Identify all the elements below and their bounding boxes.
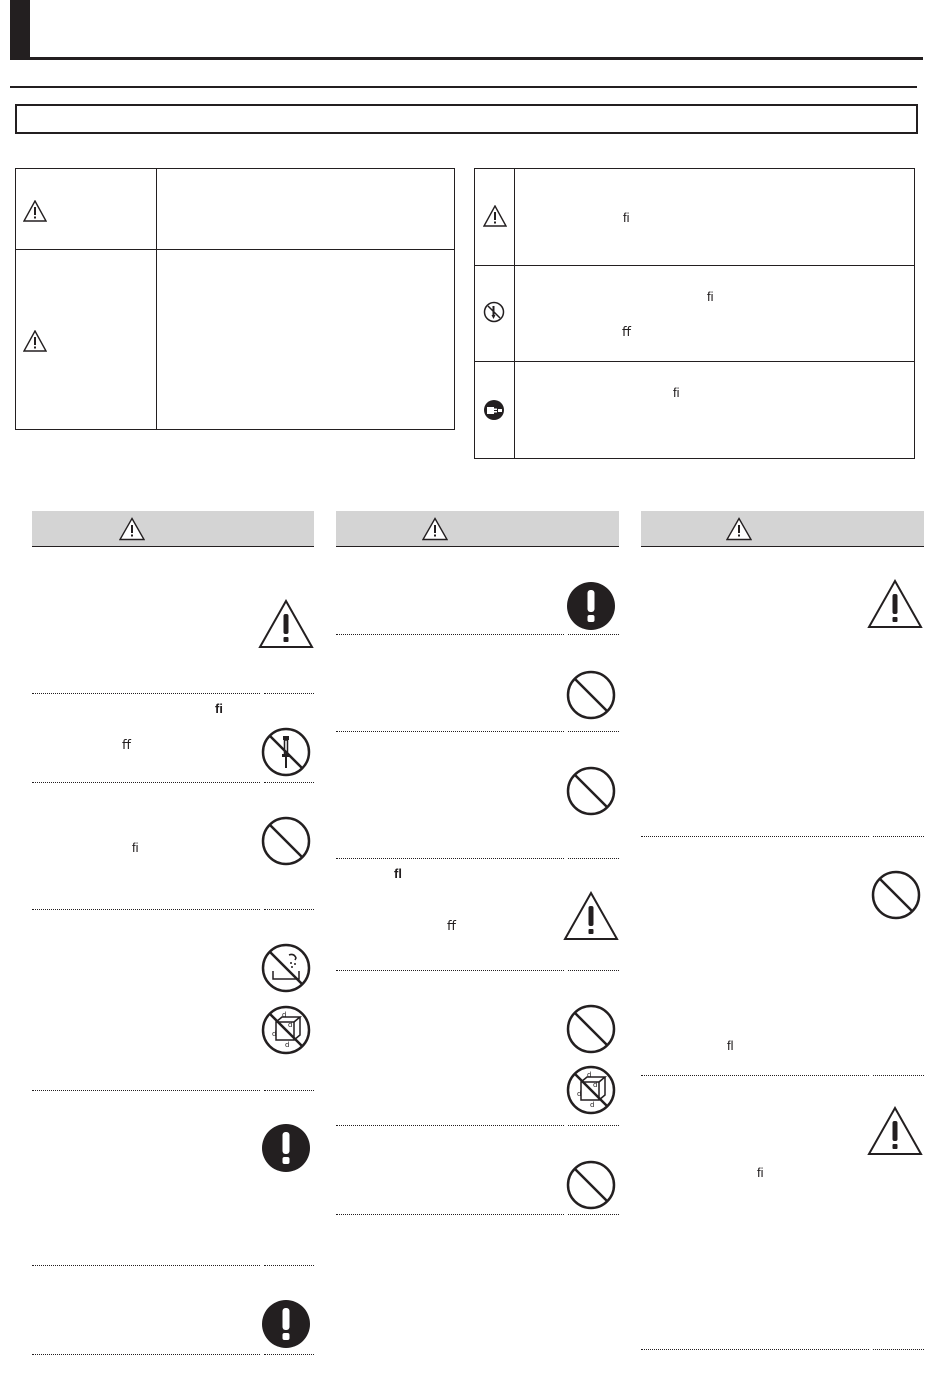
ligature-fi: ﬁ	[757, 1165, 764, 1180]
legend-table-left	[15, 168, 455, 430]
ligature-fl: ﬂ	[394, 866, 402, 881]
item-separator	[873, 1349, 924, 1350]
caution-icon	[867, 1106, 923, 1156]
legend-table-right	[474, 168, 915, 459]
section-tab	[10, 0, 30, 57]
legend-divider	[15, 249, 455, 250]
prohibited-icon	[566, 1004, 616, 1054]
legend-divider	[514, 168, 515, 459]
item-separator	[32, 1265, 260, 1266]
ligature-fi: ﬁ	[215, 701, 223, 716]
item-separator	[32, 782, 260, 783]
svg-text:d: d	[272, 1030, 277, 1038]
warning-triangle-icon	[23, 330, 47, 352]
svg-text:d: d	[288, 1021, 293, 1029]
svg-text:d: d	[285, 1041, 290, 1049]
warning-triangle-icon	[23, 200, 47, 222]
ligature-fi: ﬁ	[623, 210, 630, 225]
item-separator	[264, 1265, 314, 1266]
ligature-fi: ﬁ	[673, 385, 680, 400]
item-separator	[32, 1090, 260, 1091]
warning-triangle-icon	[119, 517, 145, 541]
column-header	[336, 511, 619, 547]
item-separator	[568, 858, 619, 859]
caution-icon	[563, 891, 619, 941]
warning-triangle-icon	[483, 205, 507, 227]
svg-text:d: d	[593, 1081, 598, 1089]
ligature-ff: ﬀ	[122, 737, 131, 752]
ligature-fl: ﬂ	[727, 1038, 734, 1053]
item-separator	[32, 909, 260, 910]
mandatory-icon	[566, 581, 616, 631]
item-separator	[32, 693, 260, 694]
column-header	[32, 511, 314, 547]
warning-triangle-icon	[422, 517, 448, 541]
item-separator	[264, 909, 314, 910]
item-separator	[873, 1075, 924, 1076]
item-separator	[873, 836, 924, 837]
column-header	[641, 511, 924, 547]
unplug-icon	[483, 399, 505, 421]
no-wet-icon	[566, 1065, 616, 1115]
header-rule	[10, 57, 923, 60]
prohibited-icon	[261, 816, 311, 866]
item-separator	[568, 1214, 619, 1215]
item-separator	[568, 731, 619, 732]
item-separator	[32, 1354, 260, 1355]
item-separator	[336, 1214, 564, 1215]
caution-icon	[258, 599, 314, 649]
svg-text:d: d	[577, 1090, 582, 1098]
item-separator	[264, 693, 314, 694]
item-separator	[568, 970, 619, 971]
no-water-icon	[261, 943, 311, 993]
item-separator	[336, 1125, 564, 1126]
svg-text:d: d	[587, 1071, 592, 1079]
ligature-fi: ﬁ	[707, 289, 714, 304]
mandatory-icon	[261, 1299, 311, 1349]
ligature-ff: ﬀ	[447, 918, 456, 933]
ligature-ff: ﬀ	[622, 324, 631, 339]
warning-triangle-icon	[726, 517, 752, 541]
svg-text:d: d	[282, 1011, 287, 1019]
svg-text:d: d	[590, 1101, 595, 1109]
legend-divider	[474, 361, 915, 362]
item-separator	[336, 731, 564, 732]
item-separator	[336, 634, 564, 635]
ligature-fi: ﬁ	[132, 840, 139, 855]
caution-icon	[867, 579, 923, 629]
legend-divider	[156, 168, 157, 430]
item-separator	[336, 858, 564, 859]
item-separator	[264, 1354, 314, 1355]
prohibited-icon	[566, 766, 616, 816]
no-wet-icon	[261, 1005, 311, 1055]
item-separator	[568, 634, 619, 635]
item-separator	[568, 1125, 619, 1126]
divider	[10, 86, 917, 88]
legend-divider	[474, 265, 915, 266]
item-separator	[641, 1075, 869, 1076]
item-separator	[641, 1349, 869, 1350]
item-separator	[641, 836, 869, 837]
prohibited-icon	[566, 1160, 616, 1210]
item-separator	[336, 970, 564, 971]
mandatory-icon	[261, 1123, 311, 1173]
no-disassemble-icon	[483, 301, 505, 323]
prohibited-icon	[871, 870, 921, 920]
title-box	[15, 104, 918, 134]
no-disassemble-icon	[261, 727, 311, 777]
item-separator	[264, 1090, 314, 1091]
item-separator	[264, 782, 314, 783]
prohibited-icon	[566, 670, 616, 720]
